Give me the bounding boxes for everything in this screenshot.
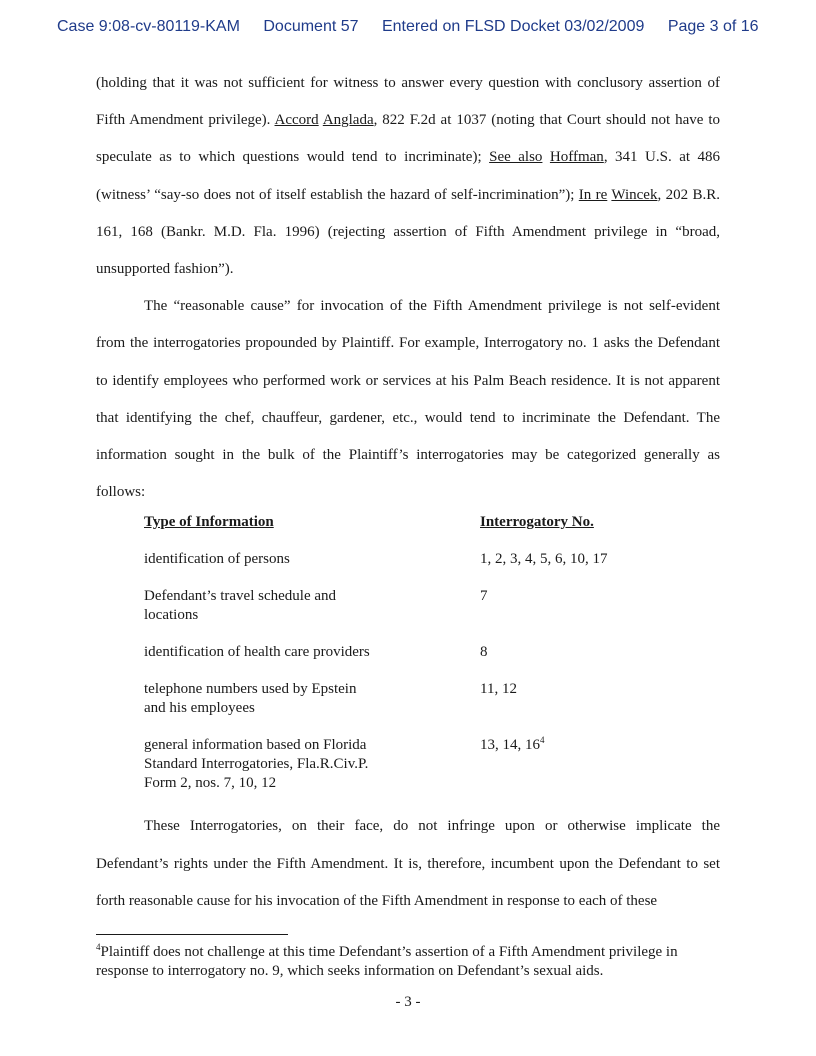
info-type: general information based on Florida Standard Interrogatories, Fla.R.Civ.P. Form 2, nos. 7, 10, 12 — [144, 737, 369, 792]
footnote — [96, 943, 720, 981]
paragraph-citations: (holding that it was not sufficient for witness to answer every question with conclusory assertion of Fifth Amendment privilege). Accord Anglada, 822 F.2d at 1037 (noting that Court should not have to speculate as to which questions would tend to incriminate); See also Hoffman, 341 U.S. at 486 (witness’ “say-so does not of itself establish the hazard of self-incrimination”); In re Wincek, 202 B.R. 161, 168 (Bankr. M.D. Fla. 1996) (rejecting assertion of Fifth Amendment privilege in “broad, unsupported fashion”). — [96, 75, 720, 278]
footnote-divider — [96, 934, 288, 935]
citation-see-also: See also — [489, 149, 543, 166]
info-type: telephone numbers used by Epstein and his employees — [144, 681, 357, 717]
info-type: identification of health care providers — [144, 644, 370, 661]
footnote-reference[interactable]: 4 — [540, 735, 545, 746]
interrogatory-numbers: 11, 12 — [480, 681, 517, 698]
citation-accord: Accord — [274, 112, 319, 129]
citation-anglada: Anglada — [322, 112, 374, 129]
interrogatory-numbers: 13, 14, $16^4$ — [480, 735, 545, 754]
interrogatory-numbers: 7 — [480, 588, 488, 605]
footnote-text: Plaintiff does not challenge at this time Defendant’s assertion of a Fifth Amendment privilege in response to interrogatory no. 9, which seeks information on Defendant’s sexual aids. — [96, 944, 678, 979]
document-body — [96, 65, 720, 920]
footnote-marker: 4 — [96, 942, 101, 952]
column-header-type: Type of Information — [144, 514, 274, 531]
table-row — [144, 550, 720, 569]
citation-in-re: In re — [578, 186, 608, 203]
table-row — [144, 680, 720, 718]
paragraph-reasonable-cause: The “reasonable cause” for invocation of the Fifth Amendment privilege is not self-evident from the interrogatories propounded by Plaintiff. For example, Interrogatory no. 1 asks the Defendant to identify employees who performed work or services at his Palm Beach residence. It is not apparent that identifying the chef, chauffeur, gardener, etc., would tend to incriminate the Defendant. The information sought in the bulk of the Plaintiff’s interrogatories may be categorized generally as follows: — [96, 298, 720, 501]
page-number: - 3 - — [395, 994, 421, 1010]
paragraph-interrogatories: These Interrogatories, on their face, do not infringe upon or otherwise implicate the Defendant’s rights under the Fifth Amendment. It is, therefore, incumbent upon the Defendant to set forth reasonable cause for his invocation of the Fifth Amendment in response to each of these — [96, 818, 720, 909]
table-row — [144, 587, 720, 625]
interrogatory-numbers: 1, 2, 3, 4, 5, 6, 10, 17 — [480, 551, 608, 568]
interrogatory-table — [144, 513, 720, 793]
table-row — [144, 736, 720, 793]
table-row — [144, 643, 720, 662]
column-header-number: Interrogatory No. — [480, 514, 594, 531]
interrogatory-numbers: 8 — [480, 644, 488, 661]
case-number: Case 9:08-cv-80119-KAM — [57, 18, 240, 35]
info-type: identification of persons — [144, 551, 290, 568]
entered-docket: Entered on FLSD Docket 03/02/2009 — [381, 18, 645, 35]
citation-wincek: Wincek — [611, 186, 658, 203]
info-type: Defendant’s travel schedule and locations — [144, 588, 337, 624]
citation-hoffman: Hoffman — [549, 149, 604, 166]
table-header-row — [144, 513, 720, 532]
docket-header — [57, 18, 759, 36]
page-indicator: Page 3 of 16 — [667, 18, 759, 35]
document-number: Document 57 — [263, 18, 359, 35]
